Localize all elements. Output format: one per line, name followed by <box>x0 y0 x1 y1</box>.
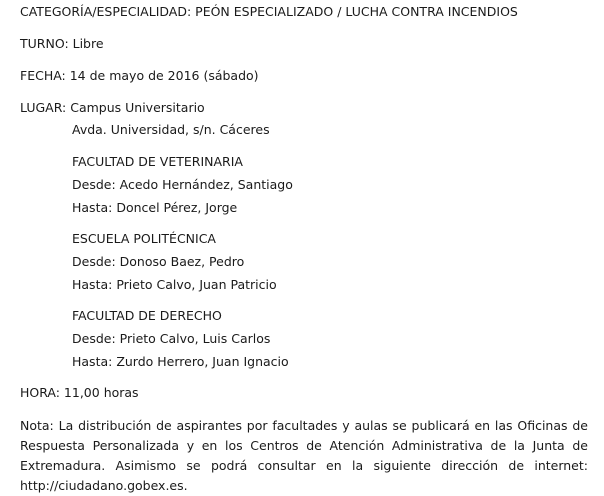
group-name: FACULTAD DE VETERINARIA <box>72 154 243 169</box>
group-name: ESCUELA POLITÉCNICA <box>72 231 216 246</box>
hora-line: HORA: 11,00 horas <box>20 385 139 400</box>
group-name: FACULTAD DE DERECHO <box>72 308 222 323</box>
group-hasta: Hasta: Prieto Calvo, Juan Patricio <box>72 277 277 292</box>
categoria-line: CATEGORÍA/ESPECIALIDAD: PEÓN ESPECIALIZADO / LUCHA CONTRA INCENDIOS <box>20 4 518 19</box>
group-hasta: Hasta: Zurdo Herrero, Juan Ignacio <box>72 354 289 369</box>
lugar-address: Avda. Universidad, s/n. Cáceres <box>72 122 270 137</box>
group-desde: Desde: Acedo Hernández, Santiago <box>72 177 293 192</box>
fecha-line: FECHA: 14 de mayo de 2016 (sábado) <box>20 68 259 83</box>
lugar-line: LUGAR: Campus Universitario <box>20 100 205 115</box>
nota-paragraph: Nota: La distribución de aspirantes por facultades y aulas se publicará en las Oficinas de Respuesta Personalizada y en los Centros de Atención Administrativa de la Junta de Extremadura. Asimismo se podrá consultar en la siguiente dirección de internet: http://ciudadano.gobex.es. <box>20 418 588 493</box>
turno-line: TURNO: Libre <box>20 36 104 51</box>
group-desde: Desde: Prieto Calvo, Luis Carlos <box>72 331 271 346</box>
group-hasta: Hasta: Doncel Pérez, Jorge <box>72 200 238 215</box>
group-desde: Desde: Donoso Baez, Pedro <box>72 254 245 269</box>
